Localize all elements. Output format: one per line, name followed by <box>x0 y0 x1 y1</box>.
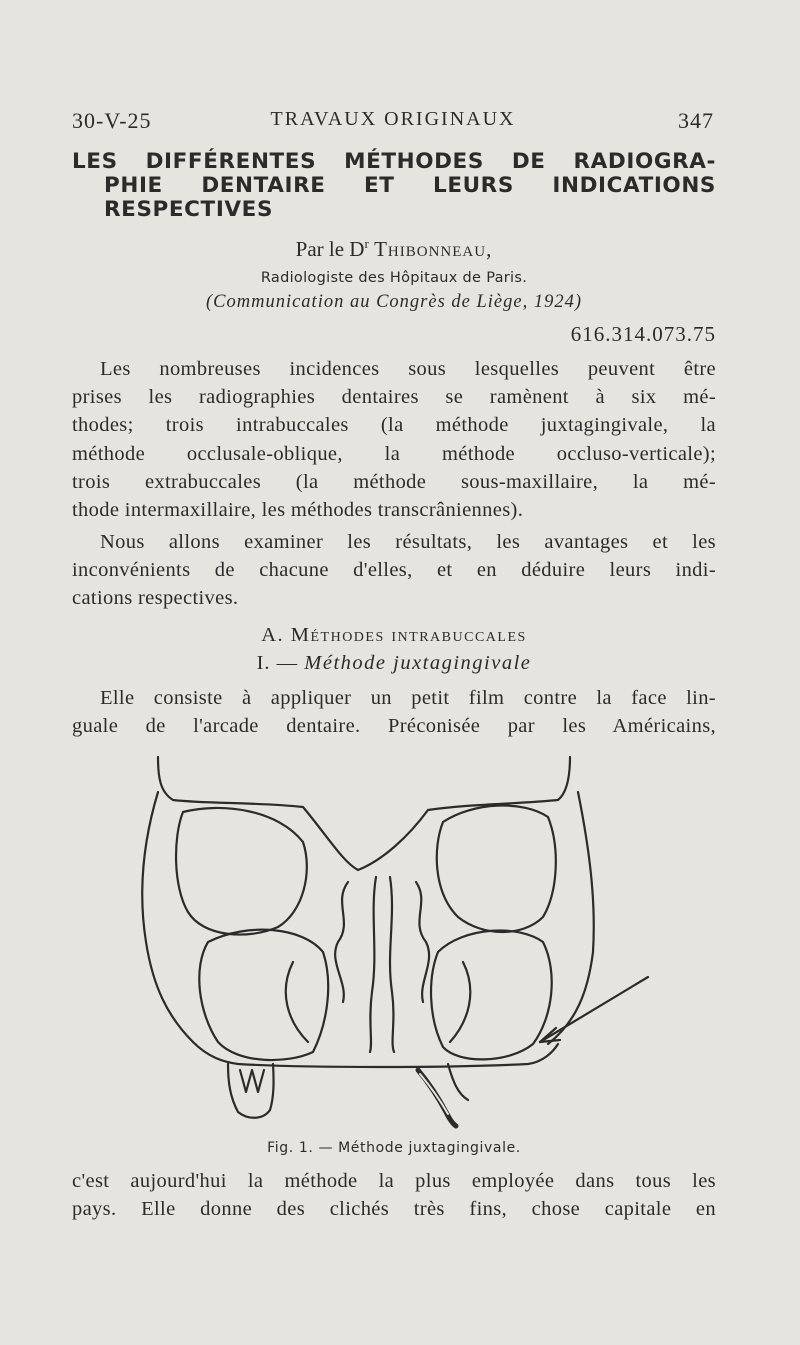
text-line: thode intermaxillaire, les méthodes transcrâniennes). <box>72 499 524 522</box>
text-line: méthode occlusale-oblique, la méthode occluso-verticale); <box>72 442 716 465</box>
left-turbinate <box>335 882 348 1002</box>
title-line-2: PHIE DENTAIRE ET LEURS INDICATIONS <box>104 173 716 198</box>
paragraph-3 <box>72 684 716 740</box>
right-cheek-outline <box>548 792 594 1044</box>
communication-note: (Communication au Congrès de Liège, 1924) <box>205 292 583 312</box>
right-inner-sinus <box>450 962 470 1042</box>
left-orbit <box>176 808 307 935</box>
text-line: guale de l'arcade dentaire. Préconisée par les Américains, <box>72 715 716 738</box>
text-line: prises les radiographies dentaires se ramènent à six mé- <box>72 386 716 409</box>
subsection-number: I. — <box>256 652 299 674</box>
author-byline <box>72 236 716 262</box>
right-maxillary-sinus <box>431 931 552 1060</box>
section-heading <box>72 624 716 647</box>
text-line: Nous allons examiner les résultats, les avantages et les <box>100 531 716 553</box>
page-number: 347 <box>678 108 714 133</box>
text-line: Les nombreuses incidences sous lesquelles peuvent être <box>100 358 716 380</box>
author-name: Thibonneau, <box>374 237 493 261</box>
left-cheek-outline <box>142 792 193 1042</box>
byline-prefix: Par le D <box>295 237 365 261</box>
lower-jaw <box>193 1042 558 1067</box>
article-title <box>72 150 716 222</box>
nasal-septum-2 <box>390 877 394 1052</box>
text-line: inconvénients de chacune d'elles, et en déduire leurs indi- <box>72 559 716 582</box>
author-affiliation: Radiologiste des Hôpitaux de Paris. <box>260 270 528 286</box>
section-heading-text: A. Méthodes intrabuccales <box>261 624 527 646</box>
left-tooth-2 <box>240 1070 264 1092</box>
xray-arrow-line <box>540 977 648 1042</box>
skull-outline <box>158 757 570 870</box>
paragraph-4 <box>72 1167 716 1223</box>
subsection-heading <box>72 652 716 675</box>
text-line: Elle consiste à appliquer un petit film contre la face lin- <box>100 687 716 709</box>
right-tooth-outline <box>448 1064 468 1100</box>
running-header <box>72 108 714 138</box>
paragraph-1 <box>72 355 716 524</box>
right-orbit <box>437 806 556 932</box>
figure-caption: Fig. 1. — Méthode juxtagingivale. <box>267 1140 521 1156</box>
subsection-title: Méthode juxtagingivale <box>304 652 532 674</box>
nasal-septum <box>370 877 376 1052</box>
header-date: 30-V-25 <box>72 108 152 133</box>
left-maxillary-sinus <box>199 930 328 1060</box>
figure-skull-illustration <box>128 752 658 1142</box>
right-turbinate <box>416 882 429 1002</box>
byline-sup: r <box>364 236 369 251</box>
left-inner-sinus <box>286 962 308 1042</box>
title-line-1: LES DIFFÉRENTES MÉTHODES DE RADIOGRA- <box>72 149 716 174</box>
text-line: pays. Elle donne des clichés très fins, chose capitale en <box>72 1198 716 1221</box>
text-line: c'est aujourd'hui la méthode la plus employée dans tous les <box>72 1170 716 1192</box>
title-line-3: RESPECTIVES <box>104 197 274 222</box>
text-line: trois extrabuccales (la méthode sous-maxillaire, la mé- <box>72 470 716 493</box>
header-section: TRAVAUX ORIGINAUX <box>270 108 516 130</box>
text-line: thodes; trois intrabuccales (la méthode juxtagingivale, la <box>72 414 716 437</box>
text-line: cations respectives. <box>72 587 239 610</box>
paragraph-2 <box>72 528 716 613</box>
classification-number: 616.314.073.75 <box>570 322 716 346</box>
